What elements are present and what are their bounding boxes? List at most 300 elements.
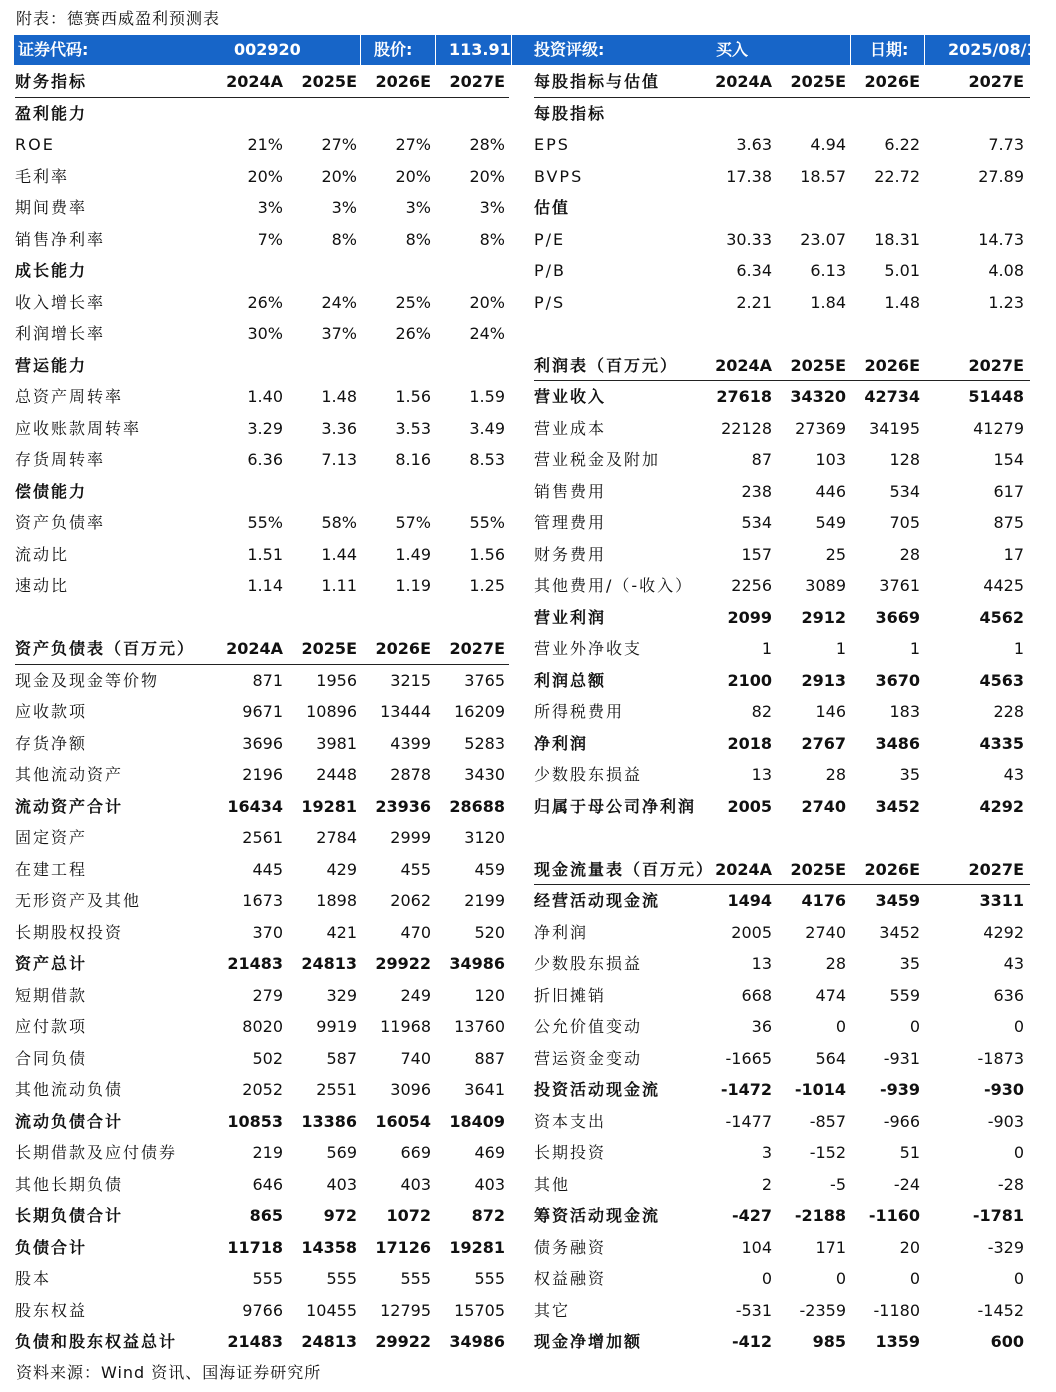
value-cell: 2062 [390,891,431,910]
value-cell: 2784 [316,828,357,847]
value-cell: 3981 [316,733,357,753]
value-cell: 0 [909,1269,920,1288]
value-cell: -5 [830,1174,846,1194]
table-row [534,759,1030,791]
value-cell: 3670 [875,670,920,690]
value-cell: 3761 [879,576,920,595]
row-label: 营运能力 [15,355,88,375]
value-cell: 2912 [801,607,846,627]
value-cell: 13 [751,765,772,784]
row-label: 短期借款 [15,985,88,1005]
table-row [534,728,1030,760]
value-cell: 36 [751,1017,772,1036]
value-cell: 3089 [805,576,846,595]
value-cell: 421 [326,922,357,942]
row-label: BVPS [534,166,584,186]
value-cell: 1.56 [395,387,431,406]
value-cell: -1180 [873,1300,920,1320]
value-cell: 3 [761,1143,772,1162]
value-cell: 9766 [242,1300,283,1320]
value-cell: 20% [469,166,505,186]
value-cell: 15705 [454,1300,505,1320]
value-cell: 569 [326,1143,357,1162]
value-cell: 3215 [390,670,431,690]
value-cell: 16209 [454,702,505,721]
value-cell: 1.25 [469,576,505,595]
value-cell: 30% [247,324,283,343]
value-cell: 875 [993,513,1024,532]
value-cell: 5283 [464,733,505,753]
table-row [15,539,509,571]
value-cell: -1477 [725,1111,772,1131]
value-cell: 7.13 [321,450,357,469]
row-label: 成长能力 [15,261,88,280]
row-label: 其他 [534,1174,571,1194]
value-cell: 55% [247,513,283,532]
value-cell: 21483 [227,1332,283,1351]
value-cell: 0 [835,1017,846,1036]
value-cell: 403 [400,1174,431,1194]
value-cell: 2099 [727,607,772,627]
table-row [534,917,1030,949]
value-cell: 6.13 [810,261,846,280]
value-cell: 2767 [801,733,846,753]
table-row [15,854,509,886]
row-label: 营业税金及附加 [534,450,661,469]
value-cell: 3696 [242,733,283,753]
value-cell: 2 [761,1174,772,1194]
row-label: 应收账款周转率 [15,418,142,438]
value-cell: -857 [809,1111,846,1131]
table-row [15,1263,509,1295]
value-cell: 104 [741,1237,772,1257]
table-row [15,413,509,445]
value-cell: 4176 [801,891,846,910]
row-label: P/E [534,229,566,249]
value-cell: 20% [469,292,505,312]
row-label: 折旧摊销 [534,985,607,1005]
row-label: P/S [534,292,566,312]
row-label: 现金净增加额 [534,1332,643,1351]
row-label: 其他费用/（-收入） [534,576,694,595]
row-label: 其他流动负债 [15,1080,124,1099]
row-label: 少数股东损益 [534,765,643,784]
value-cell: 34986 [449,1332,505,1351]
table-row [15,822,509,854]
table-row [534,476,1030,508]
year-column-header: 2025E [790,355,846,375]
value-cell: 0 [1013,1143,1024,1162]
row-label: 长期借款及应付债券 [15,1143,178,1162]
value-cell: 55% [469,513,505,532]
date-label: 日期: [870,40,909,59]
left-table [15,66,509,1358]
value-cell: 3.29 [247,418,283,438]
row-label: 合同负债 [15,1048,88,1068]
value-cell: 20 [899,1237,920,1257]
table-row [15,885,509,917]
year-column-header: 2026E [864,859,920,879]
year-column-header: 2025E [790,859,846,879]
value-cell: 985 [812,1332,846,1351]
value-cell: 24813 [301,954,357,973]
value-cell: 370 [252,922,283,942]
table-caption: 附表：德赛西威盈利预测表 [16,9,221,28]
value-cell: 28 [899,544,920,564]
value-cell: 329 [326,985,357,1005]
value-cell: 18.31 [874,229,920,249]
table-row [534,413,1030,445]
value-cell: -28 [997,1174,1024,1194]
value-cell: -1472 [720,1080,772,1099]
value-cell: -427 [731,1206,772,1225]
row-label: 营业外净收支 [534,639,643,658]
value-cell: -1781 [972,1206,1024,1225]
year-column-header: 2027E [449,72,505,91]
table-row [15,696,509,728]
year-column-header: 2026E [375,72,431,91]
value-cell: 1.48 [884,292,920,312]
value-cell: 549 [815,513,846,532]
value-cell: 10853 [227,1111,283,1131]
value-cell: 28% [469,135,505,154]
value-cell: 17 [1003,544,1024,564]
value-cell: 0 [909,1017,920,1036]
value-cell: 4425 [983,576,1024,595]
row-label: 速动比 [15,576,70,595]
value-cell: 34195 [869,418,920,438]
row-label: 现金流量表（百万元） [534,859,715,879]
value-cell: 2005 [731,922,772,942]
value-cell: 41279 [973,418,1024,438]
row-label: 每股指标 [534,103,607,123]
value-cell: 2878 [390,765,431,784]
value-cell: 3459 [875,891,920,910]
row-label: 其他流动资产 [15,765,124,784]
value-cell: 1.11 [321,576,357,595]
value-cell: 502 [252,1048,283,1068]
table-row [15,1232,509,1264]
value-cell: 1.84 [810,292,846,312]
separator [360,35,361,65]
value-cell: 3452 [875,796,920,816]
row-label: 偿债能力 [15,481,88,501]
value-cell: 3311 [979,891,1024,910]
value-cell: 1.56 [469,544,505,564]
value-cell: -24 [893,1174,920,1194]
separator [435,35,436,65]
value-cell: 16054 [375,1111,431,1131]
value-cell: 4292 [983,922,1024,942]
value-cell: 37% [321,324,357,343]
rating-label: 投资评级: [534,40,605,59]
value-cell: 24% [469,324,505,343]
table-row [534,381,1030,413]
value-cell: 10896 [306,702,357,721]
value-cell: 8% [405,229,431,249]
value-cell: 20% [395,166,431,186]
value-cell: 972 [323,1206,357,1225]
value-cell: 3.49 [469,418,505,438]
value-cell: 228 [993,702,1024,721]
value-cell: 183 [889,702,920,721]
table-row [534,980,1030,1012]
table-row [534,1295,1030,1327]
year-column-header: 2027E [449,639,505,658]
value-cell: 587 [326,1048,357,1068]
value-cell: 219 [252,1143,283,1162]
value-cell: 3669 [875,607,920,627]
value-cell: -2188 [794,1206,846,1225]
value-cell: 103 [815,450,846,469]
price-value: 113.91 [449,40,511,59]
year-column-header: 2024A [715,72,772,91]
value-cell: 27618 [716,387,772,406]
value-cell: 469 [474,1143,505,1162]
table-row [15,917,509,949]
value-cell: 2100 [727,670,772,690]
table-row [15,192,509,224]
value-cell: 28 [825,954,846,973]
row-label: 资产负债率 [15,513,106,532]
value-cell: 27.89 [978,166,1024,186]
row-label: 财务费用 [534,544,607,564]
value-cell: 18409 [449,1111,505,1131]
table-row [534,948,1030,980]
value-cell: 23936 [375,796,431,816]
row-label: 流动负债合计 [15,1111,124,1131]
value-cell: 3452 [879,922,920,942]
value-cell: 474 [815,985,846,1005]
row-label: 销售费用 [534,481,607,501]
value-cell: 2448 [316,765,357,784]
separator [924,35,925,65]
row-label: 资本支出 [534,1111,607,1131]
table-row [15,507,509,539]
value-cell: 13386 [301,1111,357,1131]
value-cell: 646 [252,1174,283,1194]
row-label: 财务指标 [15,72,88,91]
value-cell: 8.53 [469,450,505,469]
value-cell: 17126 [375,1237,431,1257]
value-cell: 24813 [301,1332,357,1351]
value-cell: -2359 [799,1300,846,1320]
value-cell: 668 [741,985,772,1005]
table-row [15,665,509,697]
row-label: 筹资活动现金流 [534,1206,661,1225]
year-column-header: 2024A [226,639,283,658]
value-cell: 1.40 [247,387,283,406]
value-cell: 534 [741,513,772,532]
value-cell: 35 [899,765,920,784]
value-cell: -152 [809,1143,846,1162]
value-cell: 1.44 [321,544,357,564]
table-row [534,129,1030,161]
value-cell: 1673 [242,891,283,910]
table-row [534,255,1030,287]
value-cell: 6.34 [736,261,772,280]
value-cell: 42734 [864,387,920,406]
table-header-row [15,66,509,98]
value-cell: 3% [479,198,505,217]
table-row [534,539,1030,571]
value-cell: 3096 [390,1080,431,1099]
value-cell: -329 [987,1237,1024,1257]
table-row [15,1011,509,1043]
value-cell: 555 [400,1269,431,1288]
value-cell: 8.16 [395,450,431,469]
row-label: 盈利能力 [15,103,88,123]
value-cell: 1.23 [988,292,1024,312]
table-row [534,1043,1030,1075]
row-label: 营运资金变动 [534,1048,643,1068]
value-cell: 238 [741,481,772,501]
header-bar [14,35,1049,65]
value-cell: 2005 [727,796,772,816]
table-row [15,287,509,319]
value-cell: 5.01 [884,261,920,280]
value-cell: 617 [993,481,1024,501]
table-row [15,570,509,602]
value-cell: 28688 [449,796,505,816]
value-cell: 29922 [375,1332,431,1351]
value-cell: 27% [321,135,357,154]
value-cell: 25 [825,544,846,564]
value-cell: 3% [405,198,431,217]
row-label: 管理费用 [534,513,607,532]
value-cell: 1898 [316,891,357,910]
year-column-header: 2025E [301,72,357,91]
year-column-header: 2026E [375,639,431,658]
value-cell: 9919 [316,1017,357,1036]
row-label: 长期负债合计 [15,1206,124,1225]
year-column-header: 2025E [790,72,846,91]
row-label: 利润增长率 [15,324,106,343]
value-cell: 8% [479,229,505,249]
value-cell: 446 [815,481,846,501]
table-row [534,287,1030,319]
value-cell: 1 [909,639,920,658]
row-label: 毛利率 [15,166,70,186]
section-heading [15,255,509,287]
value-cell: 1.19 [395,576,431,595]
row-label: 资产负债表（百万元） [15,639,196,658]
value-cell: 22.72 [874,166,920,186]
row-label: 净利润 [534,733,589,753]
row-label: 固定资产 [15,828,88,847]
table-row [15,1106,509,1138]
value-cell: 2018 [727,733,772,753]
row-label: 存货净额 [15,733,88,753]
value-cell: 1 [761,639,772,658]
value-cell: 403 [474,1174,505,1194]
value-cell: 872 [471,1206,505,1225]
value-cell: 4.08 [988,261,1024,280]
year-column-header: 2026E [864,72,920,91]
table-row [15,444,509,476]
value-cell: 154 [993,450,1024,469]
row-label: 长期投资 [534,1143,607,1162]
value-cell: 2913 [801,670,846,690]
year-column-header: 2027E [968,355,1024,375]
value-cell: 22128 [721,418,772,438]
value-cell: 4.94 [810,135,846,154]
table-row [15,791,509,823]
table-row [15,1137,509,1169]
value-cell: 28 [825,765,846,784]
section-heading [534,192,1030,224]
source-note: 资料来源：Wind 资讯、国海证券研究所 [16,1363,322,1382]
value-cell: 43 [1003,765,1024,784]
value-cell: -966 [883,1111,920,1131]
row-label: 投资活动现金流 [534,1080,661,1099]
row-label: 资产总计 [15,954,88,973]
value-cell: 17.38 [726,166,772,186]
table-row [15,948,509,980]
value-cell: 34986 [449,954,505,973]
value-cell: 3120 [464,828,505,847]
value-cell: 26% [395,324,431,343]
table-row [534,1326,1030,1358]
value-cell: -903 [987,1111,1024,1131]
value-cell: 4562 [979,607,1024,627]
right-table [534,66,1030,1358]
row-label: 权益融资 [534,1269,607,1288]
year-column-header: 2027E [968,72,1024,91]
value-cell: 705 [889,513,920,532]
table-row [15,1326,509,1358]
value-cell: -531 [735,1300,772,1320]
value-cell: 24% [321,292,357,312]
value-cell: 58% [321,513,357,532]
value-cell: 34320 [790,387,846,406]
row-label: 在建工程 [15,859,88,879]
value-cell: 555 [252,1269,283,1288]
value-cell: -1014 [794,1080,846,1099]
table-row [534,444,1030,476]
section-heading [15,350,509,382]
value-cell: 13760 [454,1017,505,1036]
value-cell: 2052 [242,1080,283,1099]
row-label: 应收款项 [15,702,88,721]
table-row [534,161,1030,193]
value-cell: 16434 [227,796,283,816]
row-label: 负债合计 [15,1237,88,1257]
section-heading [15,98,509,130]
row-label: 净利润 [534,922,589,942]
table-row [534,791,1030,823]
value-cell: 520 [474,922,505,942]
spacer-row [534,318,1030,350]
table-row [15,1169,509,1201]
table-row [534,1011,1030,1043]
value-cell: 1956 [316,670,357,690]
value-cell: 87 [751,450,772,469]
value-cell: 2256 [731,576,772,595]
value-cell: 25% [395,292,431,312]
value-cell: 30.33 [726,229,772,249]
value-cell: -1160 [868,1206,920,1225]
row-label: 利润总额 [534,670,607,690]
value-cell: 21483 [227,954,283,973]
value-cell: 740 [400,1048,431,1068]
value-cell: 459 [474,859,505,879]
value-cell: 1494 [727,891,772,910]
value-cell: 21% [247,135,283,154]
value-cell: -930 [983,1080,1024,1099]
row-label: 股东权益 [15,1300,88,1320]
value-cell: 1 [1013,639,1024,658]
